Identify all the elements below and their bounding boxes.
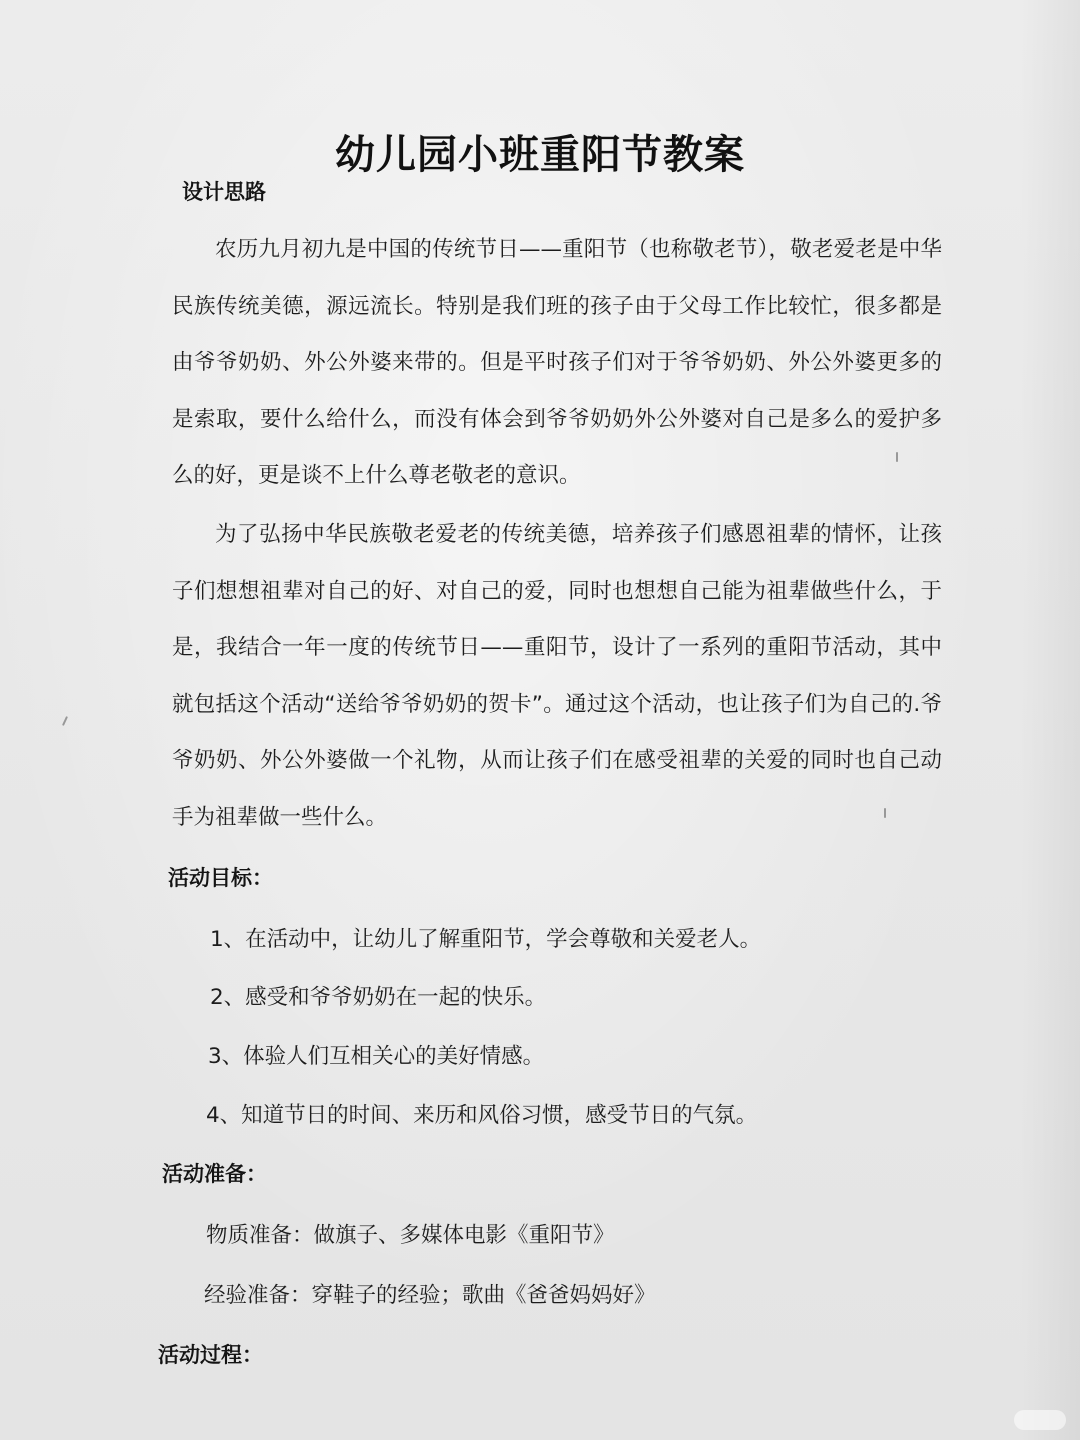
preparation-material: 物质准备：做旗子、多媒体电影《重阳节》 (206, 1223, 615, 1248)
heading-activity-preparation: 活动准备： (162, 1162, 267, 1186)
paper-speck (62, 716, 68, 726)
document-title: 幼儿园小班重阳节教案 (335, 131, 745, 178)
goal-item-3: 3、体验人们互相关心的美好情感。 (208, 1044, 545, 1069)
heading-design-ideas: 设计思路 (182, 180, 266, 204)
paper-speck (884, 808, 886, 818)
heading-activity-goals: 活动目标： (168, 866, 273, 890)
design-paragraph-2: 为了弘扬中华民族敬老爱老的传统美德，培养孩子们感恩祖辈的情怀，让孩子们想想祖辈对自己的好、对自己的爱，同时也想想自己能为祖辈做些什么，于是，我结合一年一度的传统节日——重阳节，设计了一系列的重阳节活动，其中就包括这个活动“送给爷爷奶奶的贺卡”。通过这个活动，也让孩子们为自己的.爷爷奶奶、外公外婆做一个礼物，从而让孩子们在感受祖辈的关爱的同时也自己动手为祖辈做一些什么。 (172, 522, 942, 830)
goal-item-2: 2、感受和爷爷奶奶在一起的快乐。 (210, 985, 547, 1010)
heading-activity-process: 活动过程： (158, 1343, 263, 1367)
goal-item-4: 4、知道节日的时间、来历和风俗习惯，感受节日的气氛。 (206, 1103, 758, 1128)
page-edge-shadow (1020, 0, 1080, 1440)
goal-item-1: 1、在活动中，让幼儿了解重阳节，学会尊敬和关爱老人。 (210, 927, 762, 952)
preparation-experience: 经验准备：穿鞋子的经验；歌曲《爸爸妈妈好》 (204, 1283, 656, 1308)
design-paragraph-1: 农历九月初九是中国的传统节日——重阳节（也称敬老节），敬老爱老是中华民族传统美德，源远流长。特别是我们班的孩子由于父母工作比较忙，很多都是由爷爷奶奶、外公外婆来带的。但是平时孩子们对于爷爷奶奶、外公外婆更多的是索取，要什么给什么，而没有体会到爷爷奶奶外公外婆对自己是多么的爱护多么的好，更是谈不上什么尊老敬老的意识。 (172, 237, 942, 488)
watermark-badge (1014, 1410, 1066, 1430)
paper-speck (896, 452, 898, 462)
